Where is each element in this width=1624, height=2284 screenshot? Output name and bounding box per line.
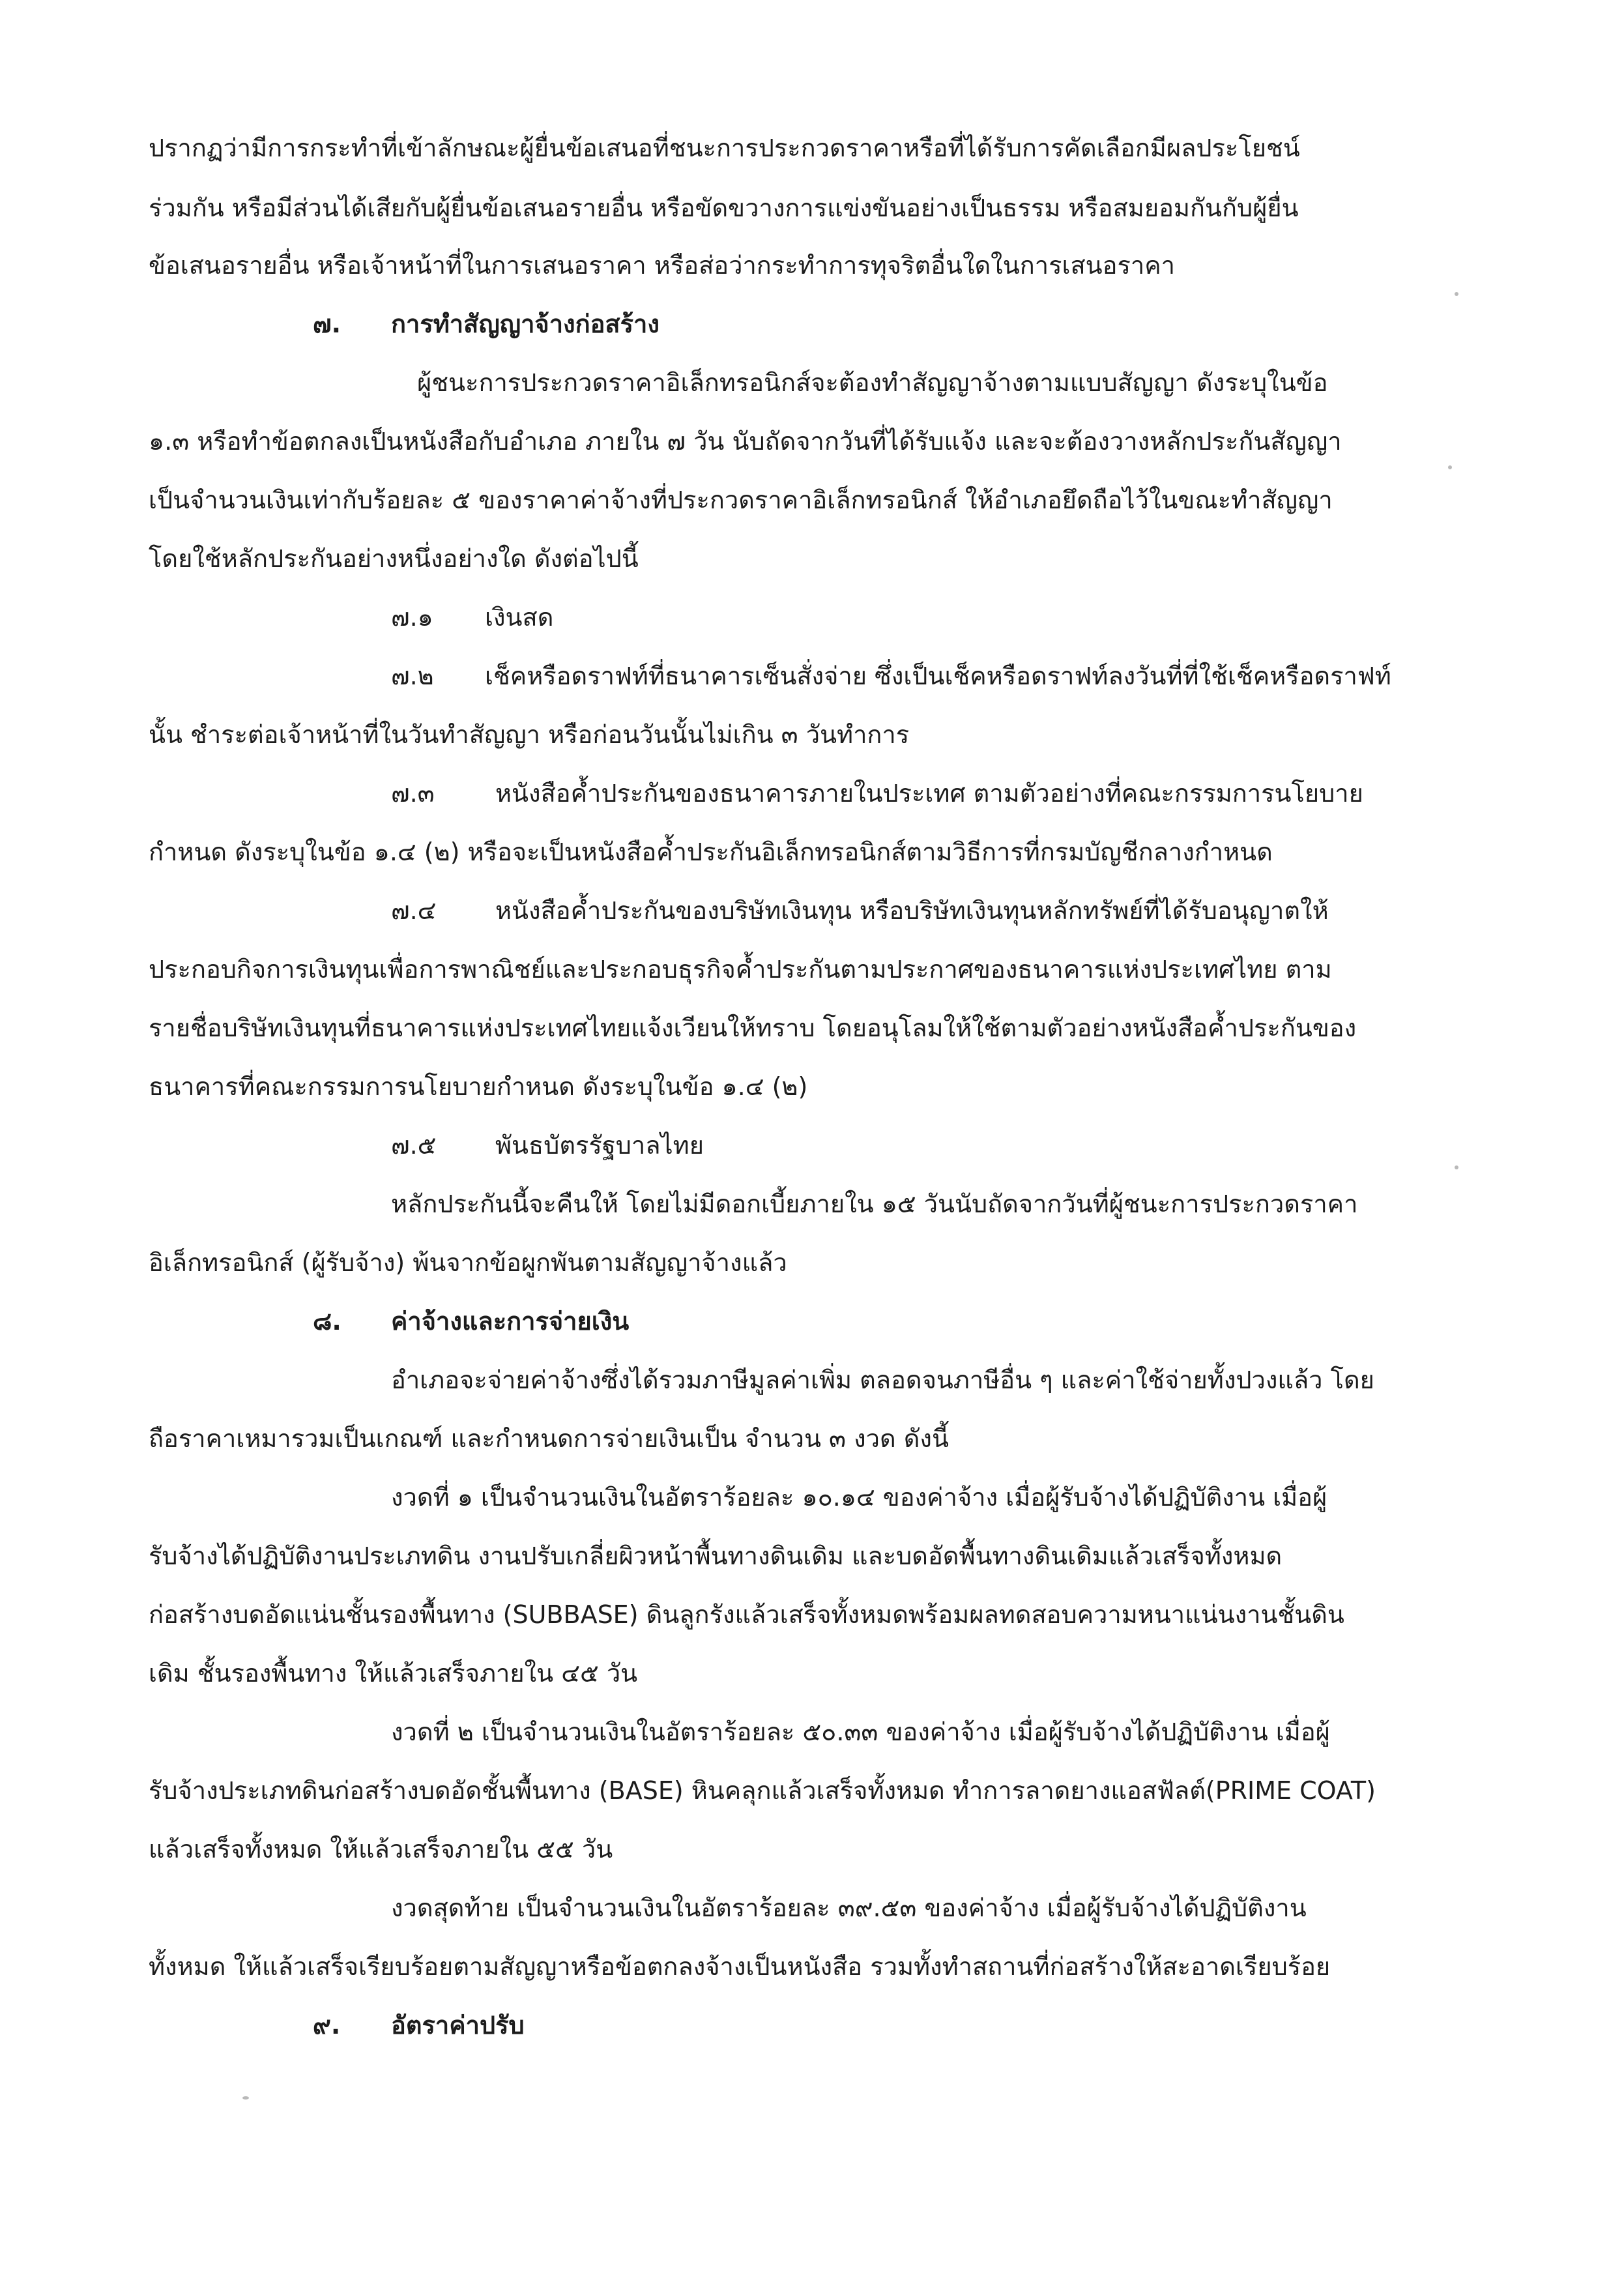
item-7-3-line-2: กำหนด ดังระบุในข้อ ๑.๔ (๒) หรือจะเป็นหนังสือค้ำประกันอิเล็กทรอนิกส์ตามวิธีการที่กรมบัญชีกลางกำหนด — [149, 838, 1273, 866]
item-7-5-text: พันธบัตรรัฐบาลไทย — [495, 1131, 704, 1160]
item-7-3-number: ๗.๓ — [391, 779, 435, 808]
installment-final-line-1: งวดสุดท้าย เป็นจำนวนเงินในอัตราร้อยละ ๓๙.๕๓ ของค่าจ้าง เมื่อผู้รับจ้างได้ปฏิบัติงาน — [391, 1894, 1307, 1922]
installment-2-line-3: แล้วเสร็จทั้งหมด ให้แล้วเสร็จภายใน ๕๕ วัน — [149, 1835, 613, 1864]
installment-1-line-1: งวดที่ ๑ เป็นจำนวนเงินในอัตราร้อยละ ๑๐.๑๔ ของค่าจ้าง เมื่อผู้รับจ้างได้ปฏิบัติงาน เมื่อผู้ — [391, 1483, 1327, 1512]
item-7-5-number: ๗.๕ — [391, 1131, 437, 1160]
item-7-2-number: ๗.๒ — [391, 662, 434, 690]
section-8-number: ๘. — [313, 1307, 341, 1336]
installment-final-line-2: ทั้งหมด ให้แล้วเสร็จเรียบร้อยตามสัญญาหรือข้อตกลงจ้างเป็นหนังสือ รวมทั้งทำสถานที่ก่อสร้างให้สะอาดเรียบร้อย — [149, 1952, 1331, 1981]
installment-1-line-4: เดิม ชั้นรองพื้นทาง ให้แล้วเสร็จภายใน ๔๕ วัน — [149, 1659, 638, 1688]
item-7-3-line-1: หนังสือค้ำประกันของธนาคารภายในประเทศ ตามตัวอย่างที่คณะกรรมการนโยบาย — [495, 779, 1363, 808]
installment-1-line-3: ก่อสร้างบดอัดแน่นชั้นรองพื้นทาง (SUBBASE) ดินลูกรังแล้วเสร็จทั้งหมดพร้อมผลทดสอบความหนาแน่นงานชั้นดิน — [149, 1600, 1344, 1629]
item-7-4-line-3: รายชื่อบริษัทเงินทุนที่ธนาคารแห่งประเทศไทยแจ้งเวียนให้ทราบ โดยอนุโลมให้ใช้ตามตัวอย่างหนังสือค้ำประกันของ — [149, 1014, 1357, 1042]
section-7-para-line-1: ผู้ชนะการประกวดราคาอิเล็กทรอนิกส์จะต้องทำสัญญาจ้างตามแบบสัญญา ดังระบุในข้อ — [417, 368, 1328, 397]
item-7-4-line-1: หนังสือค้ำประกันของบริษัทเงินทุน หรือบริษัทเงินทุนหลักทรัพย์ที่ได้รับอนุญาตให้ — [495, 896, 1329, 925]
section-8-title: ค่าจ้างและการจ่ายเงิน — [391, 1307, 630, 1336]
section-8-para-line-1: อำเภอจะจ่ายค่าจ้างซึ่งได้รวมภาษีมูลค่าเพิ่ม ตลอดจนภาษีอื่น ๆ และค่าใช้จ่ายทั้งปวงแล้ว โดย — [391, 1366, 1374, 1394]
section-7-title: การทำสัญญาจ้างก่อสร้าง — [391, 310, 660, 338]
section-7-para-line-2: ๑.๓ หรือทำข้อตกลงเป็นหนังสือกับอำเภอ ภายใน ๗ วัน นับถัดจากวันที่ได้รับแจ้ง และจะต้องวางหลักประกันสัญญา — [149, 427, 1342, 456]
section-8-para-line-2: ถือราคาเหมารวมเป็นเกณฑ์ และกำหนดการจ่ายเงินเป็น จำนวน ๓ งวด ดังนี้ — [149, 1424, 949, 1453]
item-7-2-line-1: เช็คหรือดราฟท์ที่ธนาคารเซ็นสั่งจ่าย ซึ่งเป็นเช็คหรือดราฟท์ลงวันที่ที่ใช้เช็คหรือดราฟท์ — [485, 662, 1391, 690]
item-7-4-line-4: ธนาคารที่คณะกรรมการนโยบายกำหนด ดังระบุในข้อ ๑.๔ (๒) — [149, 1072, 808, 1101]
scan-speck — [1455, 292, 1458, 296]
scan-speck — [242, 2096, 249, 2100]
section-7-number: ๗. — [313, 310, 341, 338]
installment-2-line-2: รับจ้างประเภทดินก่อสร้างบดอัดชั้นพื้นทาง (BASE) หินคลุกแล้วเสร็จทั้งหมด ทำการลาดยางแอสฟัลต์(PRIME COAT) — [149, 1776, 1376, 1805]
intro-line-1: ปรากฏว่ามีการกระทำที่เข้าลักษณะผู้ยื่นข้อเสนอที่ชนะการประกวดราคาหรือที่ได้รับการคัดเลือกมีผลประโยชน์ — [149, 134, 1300, 162]
intro-line-2: ร่วมกัน หรือมีส่วนได้เสียกับผู้ยื่นข้อเสนอรายอื่น หรือขัดขวางการแข่งขันอย่างเป็นธรรม หรือสมยอมกันกับผู้ยื่น — [149, 194, 1299, 222]
item-7-1-number: ๗.๑ — [391, 603, 433, 632]
scan-speck — [1455, 1165, 1458, 1169]
intro-line-3: ข้อเสนอรายอื่น หรือเจ้าหน้าที่ในการเสนอราคา หรือส่อว่ากระทำการทุจริตอื่นใดในการเสนอราคา — [149, 251, 1175, 280]
installment-2-line-1: งวดที่ ๒ เป็นจำนวนเงินในอัตราร้อยละ ๕๐.๓๓ ของค่าจ้าง เมื่อผู้รับจ้างได้ปฏิบัติงาน เมื่อผู้ — [391, 1718, 1330, 1746]
scan-speck — [1448, 465, 1452, 469]
section-7-para-line-3: เป็นจำนวนเงินเท่ากับร้อยละ ๕ ของราคาค่าจ้างที่ประกวดราคาอิเล็กทรอนิกส์ ให้อำเภอยึดถือไว้ในขณะทำสัญญา — [149, 486, 1333, 514]
section-9-number: ๙. — [313, 2011, 341, 2040]
section-7-closing-line-2: อิเล็กทรอนิกส์ (ผู้รับจ้าง) พ้นจากข้อผูกพันตามสัญญาจ้างแล้ว — [149, 1248, 787, 1277]
item-7-4-line-2: ประกอบกิจการเงินทุนเพื่อการพาณิชย์และประกอบธุรกิจค้ำประกันตามประกาศของธนาคารแห่งประเทศไทย ตาม — [149, 955, 1332, 984]
item-7-1-text: เงินสด — [485, 603, 554, 632]
section-9-title: อัตราค่าปรับ — [391, 2011, 525, 2040]
section-7-para-line-4: โดยใช้หลักประกันอย่างหนึ่งอย่างใด ดังต่อไปนี้ — [149, 544, 639, 573]
item-7-2-line-2: นั้น ชำระต่อเจ้าหน้าที่ในวันทำสัญญา หรือก่อนวันนั้นไม่เกิน ๓ วันทำการ — [149, 720, 910, 749]
section-7-closing-line-1: หลักประกันนี้จะคืนให้ โดยไม่มีดอกเบี้ยภายใน ๑๕ วันนับถัดจากวันที่ผู้ชนะการประกวดราคา — [391, 1190, 1358, 1218]
installment-1-line-2: รับจ้างได้ปฏิบัติงานประเภทดิน งานปรับเกลี่ยผิวหน้าพื้นทางดินเดิม และบดอัดพื้นทางดินเดิมแล้วเสร็จทั้งหมด — [149, 1542, 1283, 1570]
item-7-4-number: ๗.๔ — [391, 896, 437, 925]
